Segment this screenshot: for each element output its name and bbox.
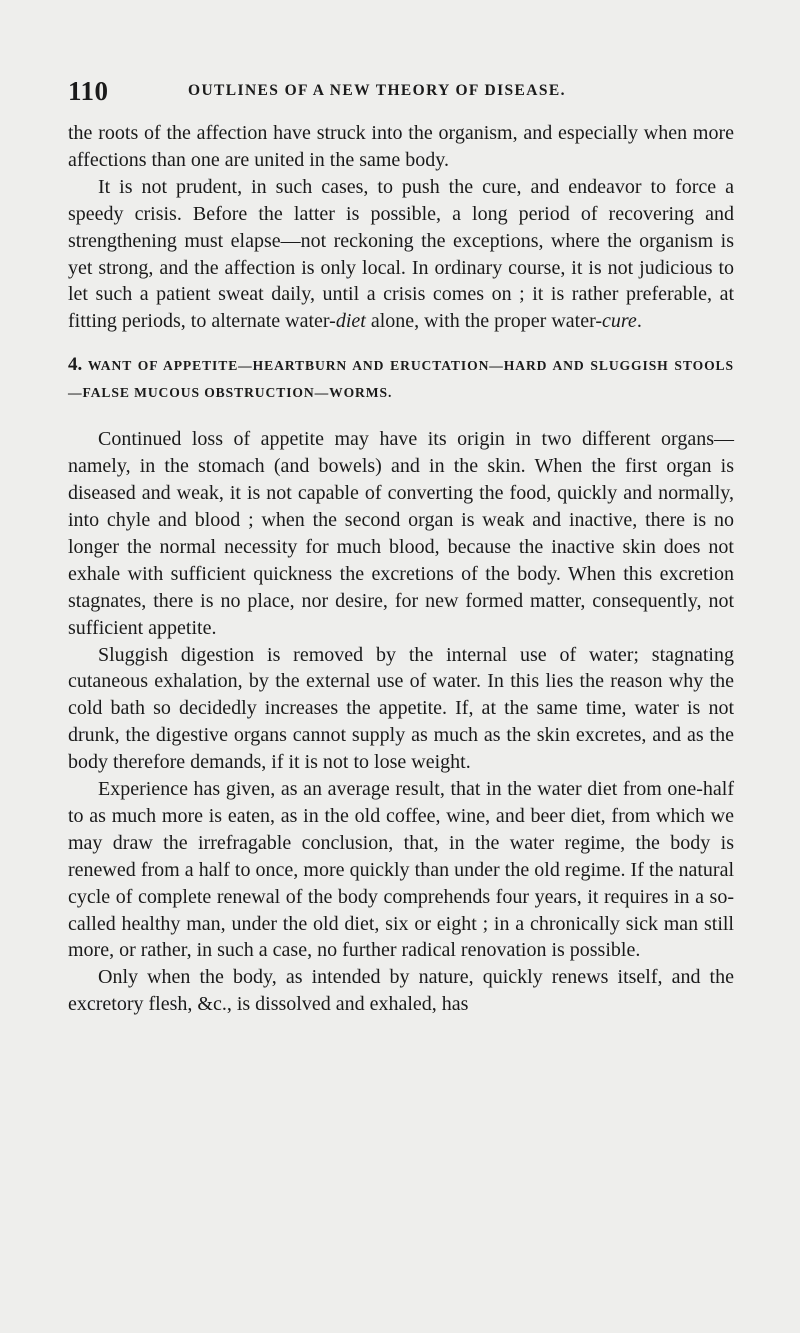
page-body — [68, 120, 734, 1018]
section-number: 4. — [68, 354, 83, 376]
section-title: WANT OF APPETITE—HEARTBURN AND ERUCTATION—HARD AND SLUGGISH STOOLS—FALSE MUCOUS OBSTRUCTION—WORMS. — [68, 358, 734, 401]
emphasis-diet: diet — [335, 310, 366, 333]
paragraph: Only when the body, as intended by nature, quickly renews itself, and the excretory flesh, &c., is dissolved and exhaled, has — [68, 966, 734, 1016]
page-header — [68, 76, 728, 106]
section-heading — [68, 351, 734, 406]
paragraph: Sluggish digestion is removed by the internal use of water; stagnating cutaneous exhalation, by the external use of water. In this lies the reason why the cold bath so decidedly increases the appetite. If, at the same time, water is not drunk, the digestive organs cannot supply as much as the skin excretes, and as the body therefore demands, if it is not to lose weight. — [68, 643, 734, 774]
paragraph-text: . — [636, 310, 642, 333]
paragraph: Continued loss of appetite may have its origin in two different organs—namely, in the stomach (and bowels) and in the skin. When the first organ is diseased and weak, it is not capable of converting the food, quickly and normally, into chyle and blood ; when the second organ is weak and inactive, there is no longer the normal necessity for much blood, because the inactive skin does not exhale with sufficient quickness the excretions of the body. When this excretion stagnates, there is no place, nor desire, for new formed matter, consequently, not sufficient appetite. — [68, 428, 734, 639]
page-number: 110 — [68, 76, 109, 106]
paragraph: Experience has given, as an average result, that in the water diet from one-half to as much more is eaten, as in the old coffee, wine, and beer diet, from which we may draw the irrefragable conclusion, that, in the water regime, the body is renewed from a half to once, more quickly than under the old regime. If the natural cycle of complete renewal of the body comprehends four years, it requires in a so-called healthy man, under the old diet, six or eight ; in a chronically sick man still more, or rather, in such a case, no further radical renovation is possible. — [68, 778, 734, 962]
paragraph-continued: the roots of the affection have struck into the organism, and especially when more affections than one are united in the same body. — [68, 122, 734, 171]
paragraph-text: It is not prudent, in such cases, to push the cure, and endeavor to force a speedy crisis. Before the latter is possible, a long period of recovering and strengthening must elapse—not reckoning the exceptions, where the organism is yet strong, and the affection is only local. In ordinary course, it is not judicious to let such a patient sweat daily, until a crisis comes on ; it is rather preferable, at fitting periods, to alternate water- — [68, 175, 734, 333]
running-title: OUTLINES OF A NEW THEORY OF DISEASE. — [188, 82, 566, 99]
paragraph — [68, 174, 734, 335]
emphasis-cure: cure — [602, 310, 637, 333]
paragraph-text: alone, with the proper water- — [365, 310, 603, 333]
